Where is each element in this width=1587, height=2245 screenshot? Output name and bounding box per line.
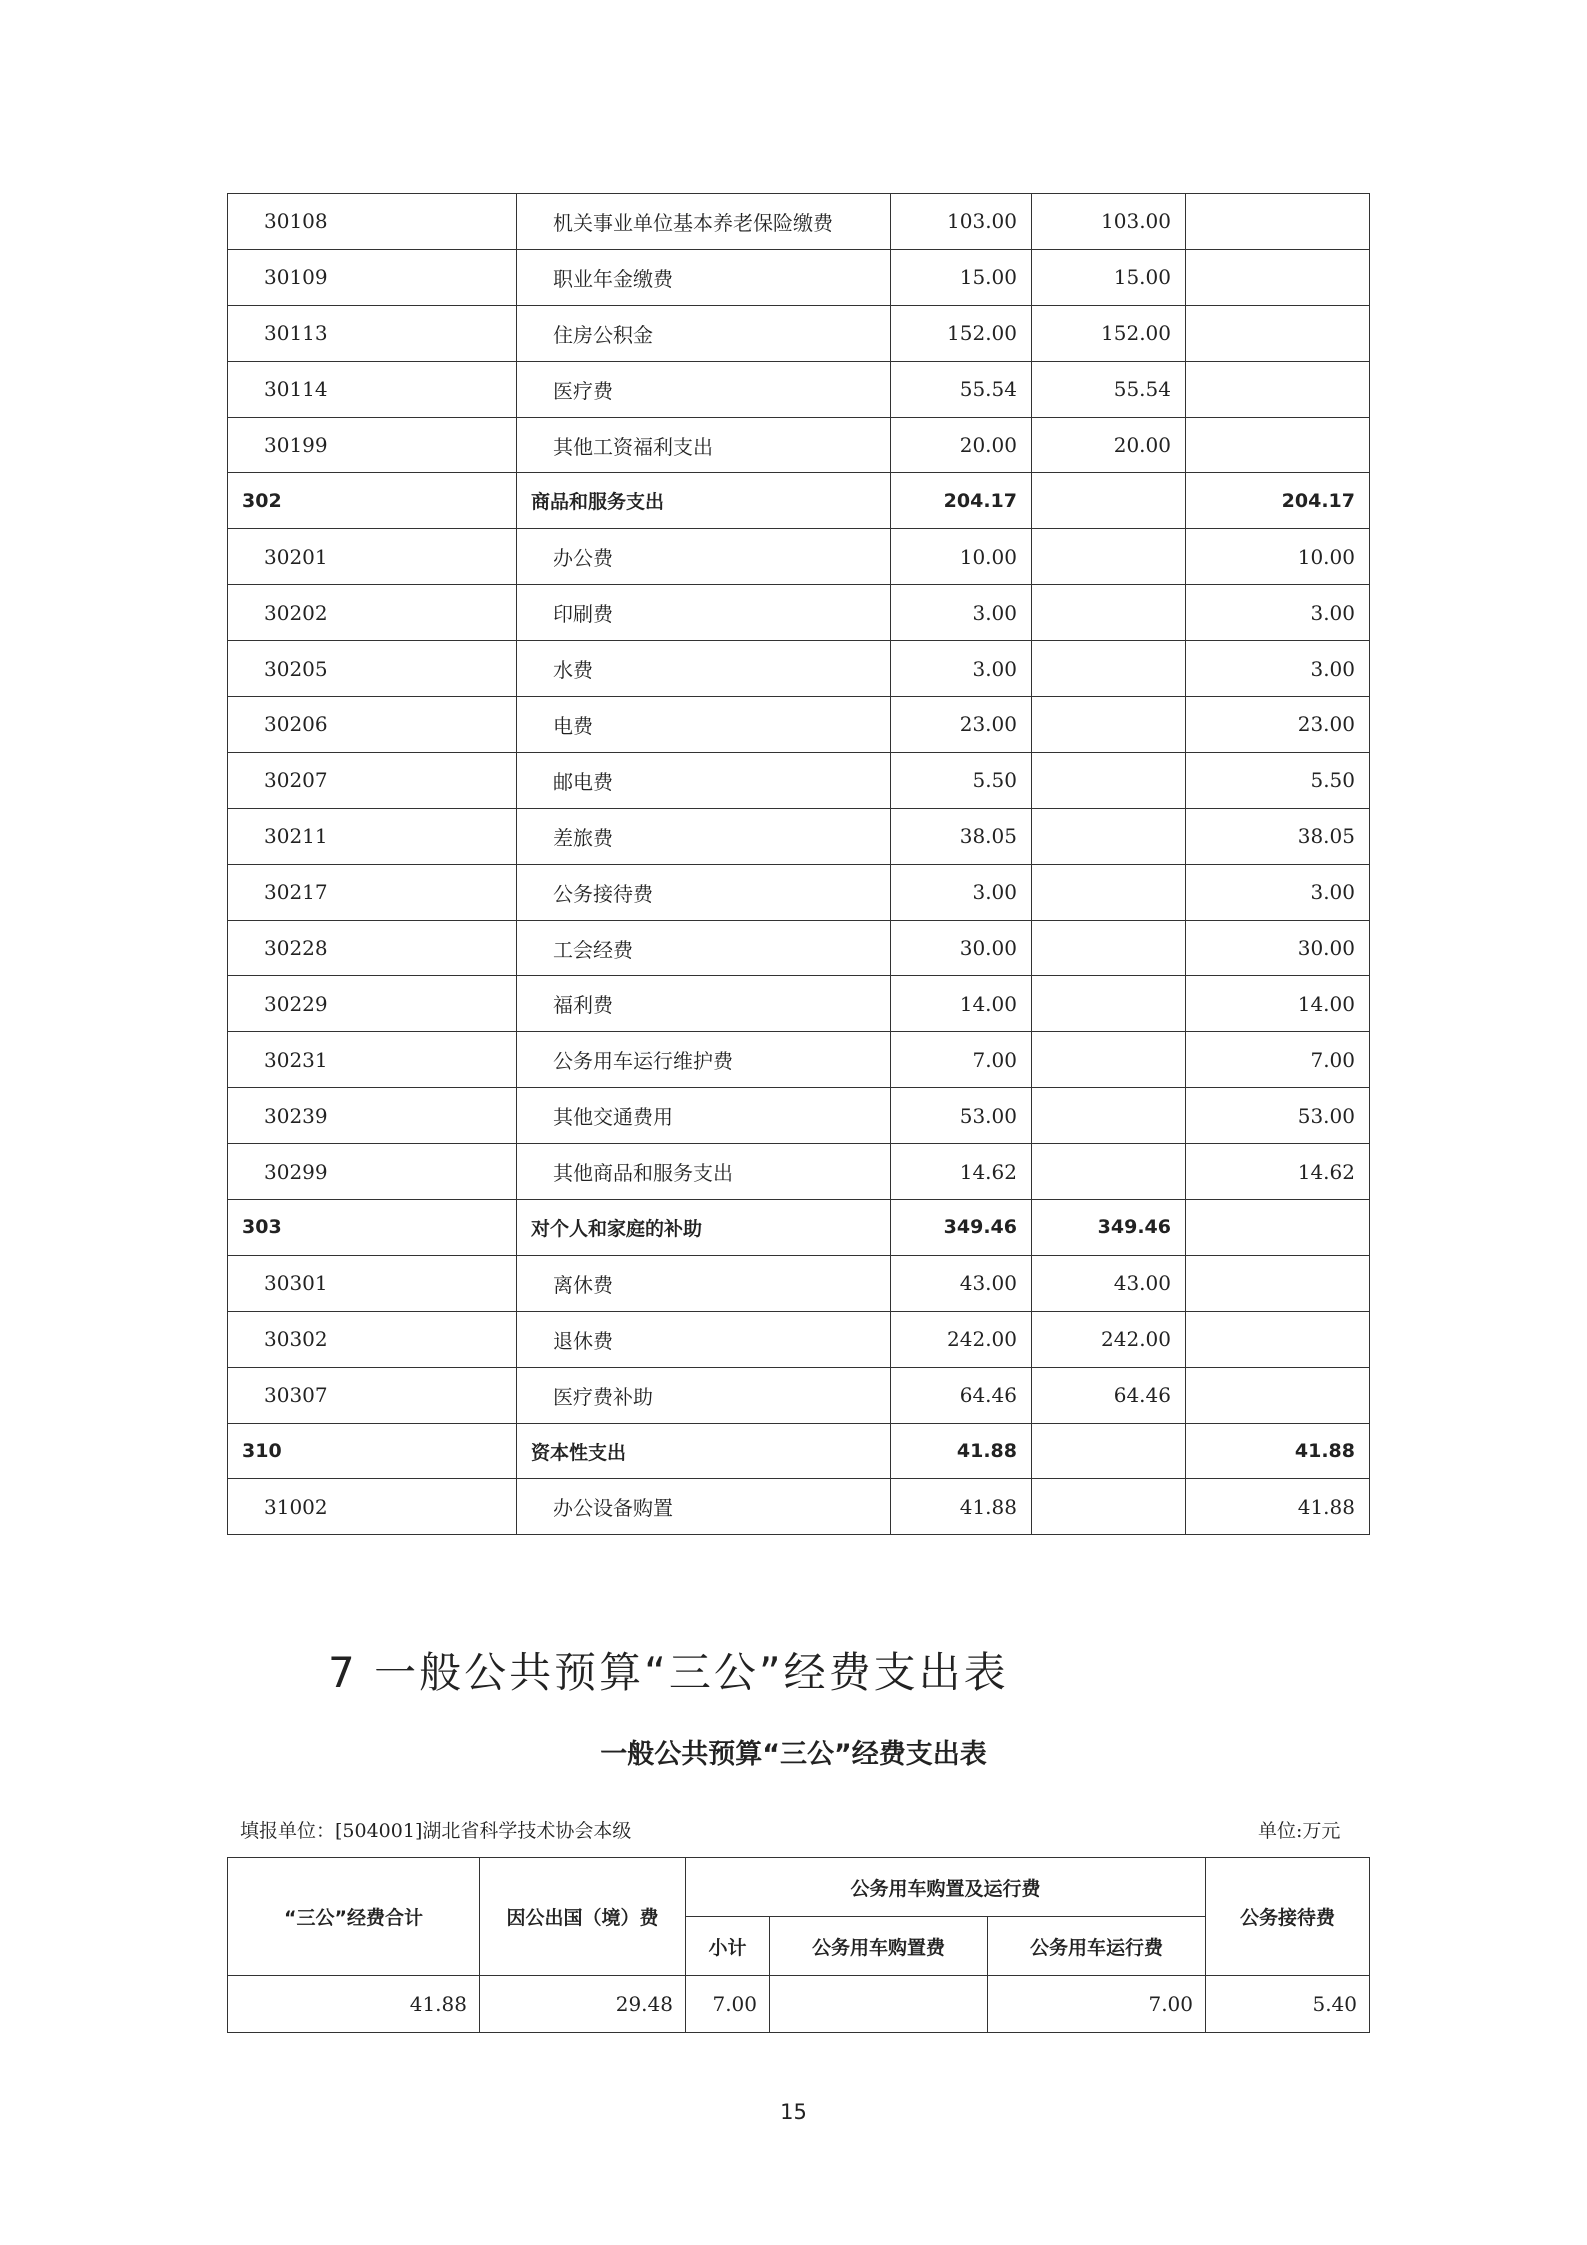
row-total: 15.00 (891, 249, 1032, 305)
table-row (228, 249, 1370, 305)
row-name: 福利费 (517, 976, 891, 1032)
row-total: 204.17 (891, 473, 1032, 529)
row-basic-expense (1032, 1423, 1186, 1479)
row-total: 5.50 (891, 752, 1032, 808)
row-code: 30114 (228, 361, 517, 417)
row-basic-expense (1032, 808, 1186, 864)
row-code: 30109 (228, 249, 517, 305)
row-total: 14.00 (891, 976, 1032, 1032)
row-name: 印刷费 (517, 585, 891, 641)
table-row (228, 641, 1370, 697)
row-basic-expense (1032, 641, 1186, 697)
value-vehicle-purchase (770, 1976, 988, 2033)
row-code: 303 (228, 1200, 517, 1256)
row-name: 差旅费 (517, 808, 891, 864)
row-code: 30228 (228, 920, 517, 976)
header-three-fee-total: “三公”经费合计 (228, 1858, 480, 1976)
row-basic-expense: 242.00 (1032, 1311, 1186, 1367)
row-total: 3.00 (891, 864, 1032, 920)
row-code: 31002 (228, 1479, 517, 1535)
row-project-expense: 14.00 (1186, 976, 1370, 1032)
row-name: 工会经费 (517, 920, 891, 976)
row-total: 3.00 (891, 585, 1032, 641)
row-project-expense: 7.00 (1186, 1032, 1370, 1088)
table-group-row (228, 473, 1370, 529)
expense-table (227, 193, 1370, 1535)
section-heading: 7 一般公共预算“三公”经费支出表 (328, 1648, 1009, 1697)
row-project-expense (1186, 305, 1370, 361)
row-name: 其他交通费用 (517, 1088, 891, 1144)
row-basic-expense (1032, 1144, 1186, 1200)
expense-table-body (228, 194, 1370, 1535)
row-basic-expense: 20.00 (1032, 417, 1186, 473)
row-total: 152.00 (891, 305, 1032, 361)
row-project-expense: 3.00 (1186, 585, 1370, 641)
row-code: 30206 (228, 697, 517, 753)
row-basic-expense (1032, 697, 1186, 753)
row-total: 20.00 (891, 417, 1032, 473)
row-project-expense: 3.00 (1186, 641, 1370, 697)
row-basic-expense (1032, 1032, 1186, 1088)
table-row (228, 194, 1370, 250)
row-name: 对个人和家庭的补助 (517, 1200, 891, 1256)
row-project-expense: 41.88 (1186, 1479, 1370, 1535)
row-total: 103.00 (891, 194, 1032, 250)
row-code: 30302 (228, 1311, 517, 1367)
row-name: 住房公积金 (517, 305, 891, 361)
row-total: 38.05 (891, 808, 1032, 864)
table-group-row (228, 1200, 1370, 1256)
table-row (228, 1144, 1370, 1200)
row-name: 其他商品和服务支出 (517, 1144, 891, 1200)
row-basic-expense (1032, 529, 1186, 585)
row-code: 30201 (228, 529, 517, 585)
header-vehicle-purchase: 公务用车购置费 (770, 1917, 988, 1976)
row-name: 公务接待费 (517, 864, 891, 920)
row-project-expense (1186, 249, 1370, 305)
row-basic-expense: 103.00 (1032, 194, 1186, 250)
row-code: 30113 (228, 305, 517, 361)
row-name: 资本性支出 (517, 1423, 891, 1479)
row-project-expense: 14.62 (1186, 1144, 1370, 1200)
row-code: 30301 (228, 1255, 517, 1311)
row-name: 机关事业单位基本养老保险缴费 (517, 194, 891, 250)
table-row (228, 585, 1370, 641)
three-fee-table (227, 1857, 1370, 2033)
row-project-expense: 5.50 (1186, 752, 1370, 808)
table-row (228, 1255, 1370, 1311)
table-row (228, 1311, 1370, 1367)
header-vehicle-operation: 公务用车运行费 (988, 1917, 1206, 1976)
row-project-expense (1186, 1200, 1370, 1256)
currency-unit-label: 单位:万元 (1258, 1820, 1341, 1842)
row-code: 30207 (228, 752, 517, 808)
row-project-expense: 204.17 (1186, 473, 1370, 529)
row-basic-expense (1032, 752, 1186, 808)
row-code: 30229 (228, 976, 517, 1032)
row-total: 10.00 (891, 529, 1032, 585)
row-code: 30217 (228, 864, 517, 920)
header-reception-fee: 公务接待费 (1206, 1858, 1370, 1976)
row-basic-expense (1032, 585, 1186, 641)
header-vehicle-group: 公务用车购置及运行费 (686, 1858, 1206, 1917)
table-row (228, 417, 1370, 473)
row-code: 30211 (228, 808, 517, 864)
table-row (228, 920, 1370, 976)
row-project-expense: 38.05 (1186, 808, 1370, 864)
table-row (228, 1088, 1370, 1144)
row-code: 30108 (228, 194, 517, 250)
table-row (228, 1367, 1370, 1423)
row-basic-expense (1032, 1479, 1186, 1535)
row-name: 商品和服务支出 (517, 473, 891, 529)
row-project-expense (1186, 417, 1370, 473)
row-basic-expense (1032, 473, 1186, 529)
value-vehicle-operation: 7.00 (988, 1976, 1206, 2033)
value-reception-fee: 5.40 (1206, 1976, 1370, 2033)
row-code: 30239 (228, 1088, 517, 1144)
table-group-row (228, 1423, 1370, 1479)
row-name: 医疗费 (517, 361, 891, 417)
row-name: 其他工资福利支出 (517, 417, 891, 473)
row-total: 43.00 (891, 1255, 1032, 1311)
row-basic-expense: 152.00 (1032, 305, 1186, 361)
row-code: 30202 (228, 585, 517, 641)
row-basic-expense (1032, 976, 1186, 1032)
row-code: 30199 (228, 417, 517, 473)
row-total: 53.00 (891, 1088, 1032, 1144)
reporting-unit-label: 填报单位：[504001]湖北省科学技术协会本级 (240, 1820, 632, 1842)
header-abroad-fee: 因公出国（境）费 (480, 1858, 686, 1976)
row-total: 55.54 (891, 361, 1032, 417)
row-basic-expense (1032, 1088, 1186, 1144)
table-row (228, 361, 1370, 417)
row-basic-expense: 64.46 (1032, 1367, 1186, 1423)
table-row (228, 1479, 1370, 1535)
row-basic-expense: 15.00 (1032, 249, 1186, 305)
table-row (228, 305, 1370, 361)
row-project-expense: 41.88 (1186, 1423, 1370, 1479)
row-project-expense (1186, 361, 1370, 417)
header-vehicle-subtotal: 小计 (686, 1917, 770, 1976)
row-project-expense (1186, 1367, 1370, 1423)
table-row (228, 976, 1370, 1032)
row-name: 电费 (517, 697, 891, 753)
row-project-expense: 23.00 (1186, 697, 1370, 753)
row-name: 邮电费 (517, 752, 891, 808)
table-row (228, 1032, 1370, 1088)
row-code: 30307 (228, 1367, 517, 1423)
row-code: 310 (228, 1423, 517, 1479)
table-row (228, 864, 1370, 920)
page-number: 15 (780, 2100, 807, 2124)
row-name: 公务用车运行维护费 (517, 1032, 891, 1088)
row-project-expense (1186, 1255, 1370, 1311)
row-total: 242.00 (891, 1311, 1032, 1367)
row-project-expense: 53.00 (1186, 1088, 1370, 1144)
row-name: 职业年金缴费 (517, 249, 891, 305)
value-abroad-fee: 29.48 (480, 1976, 686, 2033)
row-name: 水费 (517, 641, 891, 697)
table-row (228, 752, 1370, 808)
row-code: 30299 (228, 1144, 517, 1200)
table-row (228, 529, 1370, 585)
row-name: 办公费 (517, 529, 891, 585)
row-project-expense (1186, 1311, 1370, 1367)
row-total: 41.88 (891, 1423, 1032, 1479)
row-total: 7.00 (891, 1032, 1032, 1088)
row-project-expense: 30.00 (1186, 920, 1370, 976)
row-total: 30.00 (891, 920, 1032, 976)
row-code: 30231 (228, 1032, 517, 1088)
table-row (228, 697, 1370, 753)
table-row (228, 808, 1370, 864)
row-project-expense: 10.00 (1186, 529, 1370, 585)
row-total: 41.88 (891, 1479, 1032, 1535)
row-basic-expense: 55.54 (1032, 361, 1186, 417)
row-basic-expense (1032, 920, 1186, 976)
row-total: 349.46 (891, 1200, 1032, 1256)
row-basic-expense (1032, 864, 1186, 920)
row-code: 30205 (228, 641, 517, 697)
row-project-expense (1186, 194, 1370, 250)
row-total: 64.46 (891, 1367, 1032, 1423)
row-name: 医疗费补助 (517, 1367, 891, 1423)
row-total: 23.00 (891, 697, 1032, 753)
row-name: 退休费 (517, 1311, 891, 1367)
row-name: 离休费 (517, 1255, 891, 1311)
value-vehicle-subtotal: 7.00 (686, 1976, 770, 2033)
row-basic-expense: 43.00 (1032, 1255, 1186, 1311)
row-name: 办公设备购置 (517, 1479, 891, 1535)
fee-values-row (228, 1976, 1370, 2033)
row-code: 302 (228, 473, 517, 529)
row-basic-expense: 349.46 (1032, 1200, 1186, 1256)
row-total: 14.62 (891, 1144, 1032, 1200)
row-total: 3.00 (891, 641, 1032, 697)
table-title: 一般公共预算“三公”经费支出表 (600, 1739, 987, 1770)
row-project-expense: 3.00 (1186, 864, 1370, 920)
value-three-fee-total: 41.88 (228, 1976, 480, 2033)
